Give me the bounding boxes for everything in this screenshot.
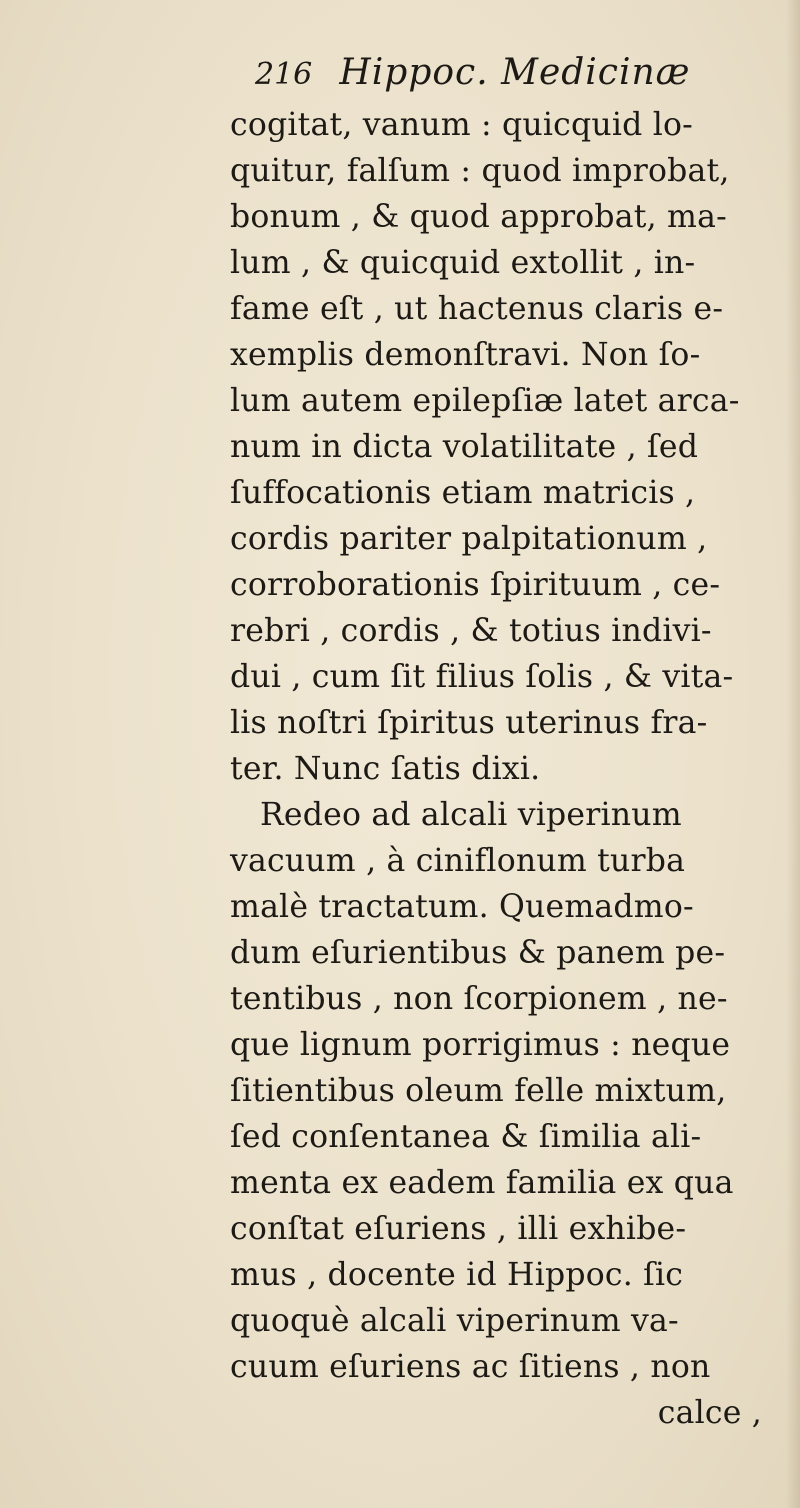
body-text [230, 102, 770, 1436]
text-line: que lignum porrigimus : neque [230, 1027, 731, 1063]
page-edge-shadow [786, 0, 800, 1508]
text-line: lis noſtri ſpiritus uterinus fra- [230, 705, 708, 741]
text-line: corroborationis ſpirituum , ce- [230, 567, 721, 603]
text-line: conſtat eſuriens , illi exhibe- [230, 1211, 687, 1247]
text-line: bonum , & quod approbat, ma- [230, 199, 727, 235]
paragraph-start-line: Redeo ad alcali viperinum [260, 797, 682, 833]
text-line: ſitientibus oleum felle mixtum, [230, 1073, 727, 1109]
text-line: menta ex eadem familia ex qua [230, 1165, 734, 1201]
text-line: vacuum , à ciniflonum turba [230, 843, 686, 879]
text-line: malè tractatum. Quemadmo- [230, 889, 694, 925]
text-line: num in dicta volatilitate , ſed [230, 429, 699, 465]
page-number: 216 [255, 57, 313, 92]
text-line: cogitat, vanum : quicquid lo- [230, 107, 693, 143]
text-line: mus , docente id Hippoc. ſic [230, 1257, 684, 1293]
text-line: rebri , cordis , & totius indivi- [230, 613, 712, 649]
text-line: quoquè alcali viperinum va- [230, 1303, 679, 1339]
text-line: ſed conſentanea & ſimilia ali- [230, 1119, 702, 1155]
text-line: dum eſurientibus & panem pe- [230, 935, 726, 971]
text-line: lum autem epilepſiæ latet arca- [230, 383, 740, 419]
text-line: ſuffocationis etiam matricis , [230, 475, 696, 511]
running-title: Hippoc. Medicinæ [339, 52, 691, 93]
text-line: cordis pariter palpitationum , [230, 521, 708, 557]
text-line: ter. Nunc ſatis dixi. [230, 751, 541, 787]
text-line: cuum eſuriens ac ſitiens , non [230, 1349, 711, 1385]
text-line: quitur, falſum : quod improbat, [230, 153, 730, 189]
text-line: dui , cum ſit filius ſolis , & vita- [230, 659, 734, 695]
text-line: xemplis demonſtravi. Non ſo- [230, 337, 701, 373]
catchword: calce , [657, 1395, 762, 1431]
text-line: tentibus , non ſcorpionem , ne- [230, 981, 728, 1017]
running-header [255, 52, 691, 102]
text-line: lum , & quicquid extollit , in- [230, 245, 696, 281]
text-line: fame eſt , ut hactenus claris e- [230, 291, 724, 327]
